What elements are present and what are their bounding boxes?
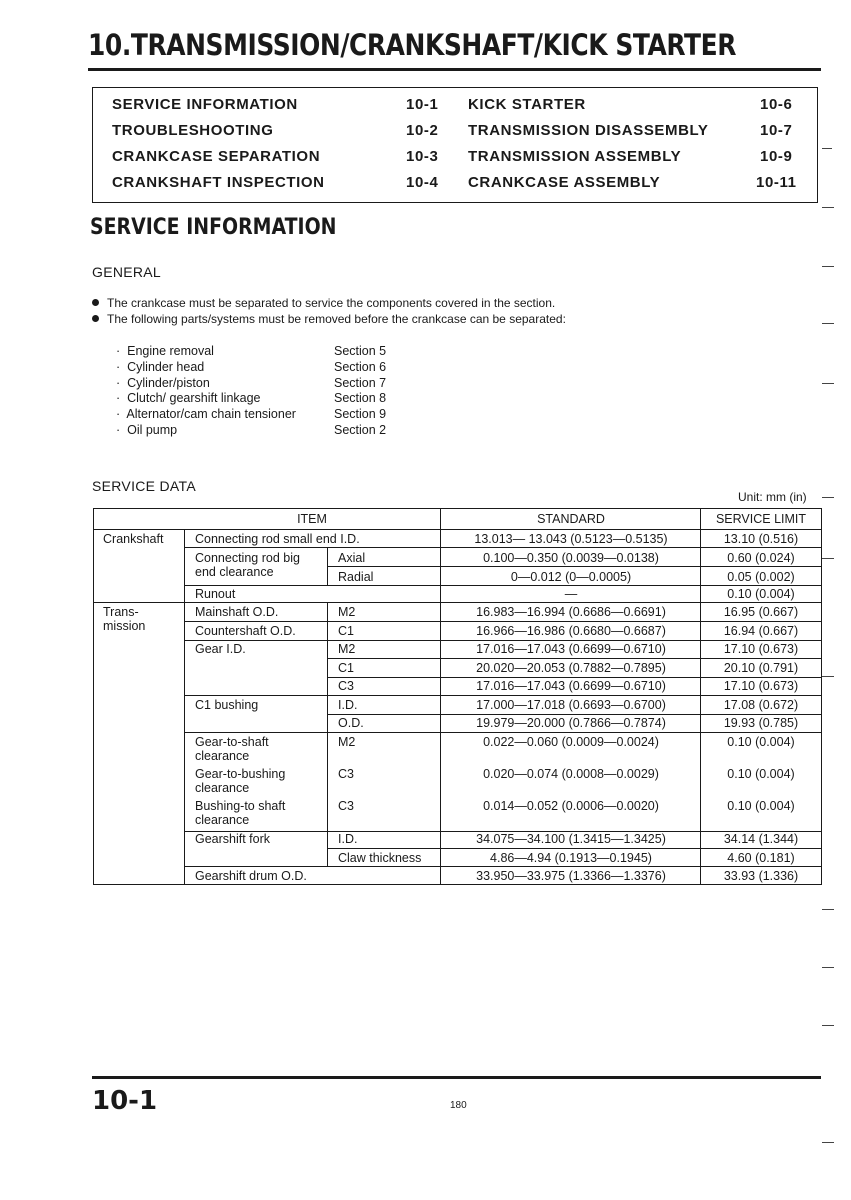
limit-value: 0.10 (0.004) (727, 767, 795, 781)
standard-value: 0.014—0.052 (0.0006—0.0020) (483, 799, 659, 813)
edge-mark (822, 383, 834, 384)
table-item: Connecting rod big (195, 551, 300, 565)
limit-value: 20.10 (0.791) (723, 661, 799, 675)
removal-section: Section 6 (334, 360, 387, 374)
removal-item: · Oil pump (116, 423, 178, 437)
table-rule (93, 602, 822, 603)
limit-value: 0.60 (0.024) (727, 551, 795, 565)
bullet-item (92, 312, 566, 326)
standard-value: 19.979—20.000 (0.7866—0.7874) (476, 716, 666, 730)
limit-value: 0.10 (0.004) (727, 587, 795, 601)
table-group: Crankshaft (103, 532, 164, 546)
removal-item: · Cylinder/piston (116, 376, 210, 390)
standard-value: 0.100—0.350 (0.0039—0.0138) (483, 551, 659, 565)
limit-value: 17.10 (0.673) (723, 679, 799, 693)
standard-value: 4.86—4.94 (0.1913—0.1945) (490, 851, 652, 865)
edge-mark (822, 497, 834, 498)
table-rule (327, 677, 822, 678)
toc-page: 10-2 (406, 122, 439, 139)
standard-value: 0.022—0.060 (0.0009—0.0024) (483, 735, 659, 749)
toc-entry[interactable]: CRANKCASE SEPARATION (112, 148, 321, 165)
section-heading: SERVICE INFORMATION (90, 215, 337, 240)
table-rule (327, 566, 822, 567)
table-rule (327, 602, 328, 866)
limit-value: 0.05 (0.002) (727, 570, 795, 584)
table-header-item: ITEM (297, 512, 327, 526)
edge-mark (822, 909, 834, 910)
standard-value: 17.000—17.018 (0.6693—0.6700) (476, 698, 666, 712)
toc-page: 10-3 (406, 148, 439, 165)
table-item: Countershaft O.D. (195, 624, 296, 638)
toc-entry[interactable]: CRANKSHAFT INSPECTION (112, 174, 325, 191)
standard-value: 13.013— 13.043 (0.5123—0.5135) (474, 532, 668, 546)
edge-mark (822, 1142, 834, 1143)
table-item: Mainshaft O.D. (195, 605, 279, 619)
limit-value: 19.93 (0.785) (723, 716, 799, 730)
edge-mark (822, 266, 834, 267)
limit-value: 16.95 (0.667) (723, 605, 799, 619)
toc-entry[interactable]: KICK STARTER (468, 96, 586, 113)
table-rule (93, 529, 822, 530)
page-index: 180 (450, 1100, 467, 1111)
removal-item: · Cylinder head (116, 360, 205, 374)
table-item: Bushing-to shaft (195, 799, 286, 813)
bullet-text: The crankcase must be separated to service the components covered in the section. (107, 296, 556, 310)
removal-item: · Alternator/cam chain tensioner (116, 407, 296, 421)
table-item: end clearance (195, 565, 274, 579)
table-sub: O.D. (338, 716, 364, 730)
table-item: Gearshift fork (195, 832, 271, 846)
table-header-limit: SERVICE LIMIT (715, 512, 807, 526)
toc-page: 10-7 (760, 122, 793, 139)
toc-entry[interactable]: TRANSMISSION DISASSEMBLY (468, 122, 709, 139)
toc-page: 10-9 (760, 148, 793, 165)
limit-value: 34.14 (1.344) (723, 832, 799, 846)
toc-entry[interactable]: CRANKCASE ASSEMBLY (468, 174, 661, 191)
standard-value: — (564, 587, 578, 601)
table-sub: C3 (338, 799, 354, 813)
table-sub: C1 (338, 661, 354, 675)
table-rule (184, 585, 822, 586)
standard-value: 34.075—34.100 (1.3415—1.3425) (476, 832, 666, 846)
table-sub: M2 (338, 642, 356, 656)
table-rule (327, 714, 822, 715)
edge-mark (822, 967, 834, 968)
table-group: mission (103, 619, 146, 633)
service-data-heading: SERVICE DATA (92, 478, 196, 494)
toc-page: 10-11 (756, 174, 797, 191)
page-title: 10.TRANSMISSION/CRANKSHAFT/KICK STARTER (88, 28, 737, 62)
table-sub: C3 (338, 679, 354, 693)
table-sub: Axial (338, 551, 366, 565)
limit-value: 16.94 (0.667) (723, 624, 799, 638)
removal-item: · Engine removal (116, 344, 214, 358)
unit-label: Unit: mm (in) (738, 490, 807, 504)
limit-value: 17.10 (0.673) (723, 642, 799, 656)
toc-entry[interactable]: TROUBLESHOOTING (112, 122, 274, 139)
standard-value: 16.983—16.994 (0.6686—0.6691) (476, 605, 666, 619)
table-item: Gear-to-shaft (195, 735, 269, 749)
table-rule (184, 695, 822, 696)
table-item: clearance (195, 813, 250, 827)
table-group: Trans- (103, 605, 139, 619)
removal-section: Section 7 (334, 376, 387, 390)
title-rule (88, 68, 821, 71)
table-rule (700, 508, 701, 885)
edge-mark (822, 676, 834, 677)
bullet-icon (92, 299, 99, 306)
limit-value: 17.08 (0.672) (723, 698, 799, 712)
table-sub: C3 (338, 767, 354, 781)
standard-value: 16.966—16.986 (0.6680—0.6687) (476, 624, 666, 638)
removal-section: Section 2 (334, 423, 387, 437)
table-sub: Radial (338, 570, 374, 584)
table-item: Gearshift drum O.D. (195, 869, 307, 883)
table-rule (327, 658, 822, 659)
edge-mark (822, 323, 834, 324)
table-item: Runout (195, 587, 236, 601)
table-rule (184, 866, 822, 867)
table-sub: C1 (338, 624, 354, 638)
standard-value: 0—0.012 (0—0.0005) (510, 570, 632, 584)
toc-page: 10-1 (406, 96, 439, 113)
toc-page: 10-4 (406, 174, 439, 191)
footer-rule (92, 1076, 821, 1079)
table-sub: M2 (338, 605, 356, 619)
page-number: 10-1 (92, 1086, 158, 1116)
table-item: clearance (195, 781, 250, 795)
table-item: clearance (195, 749, 250, 763)
table-sub: I.D. (338, 698, 358, 712)
bullet-icon (92, 315, 99, 322)
limit-value: 13.10 (0.516) (723, 532, 799, 546)
standard-value: 0.020—0.074 (0.0008—0.0029) (483, 767, 659, 781)
limit-value: 0.10 (0.004) (727, 735, 795, 749)
limit-value: 0.10 (0.004) (727, 799, 795, 813)
table-item: Gear I.D. (195, 642, 246, 656)
edge-mark (822, 558, 834, 559)
table-sub: Claw thickness (338, 851, 422, 865)
general-heading: GENERAL (92, 264, 162, 280)
table-rule (327, 547, 328, 585)
table-rule (184, 640, 822, 641)
toc-entry[interactable]: SERVICE INFORMATION (112, 96, 298, 113)
edge-mark (822, 1025, 834, 1026)
limit-value: 4.60 (0.181) (727, 851, 795, 865)
table-rule (184, 732, 822, 733)
standard-value: 17.016—17.043 (0.6699—0.6710) (476, 679, 666, 693)
table-header-standard: STANDARD (537, 512, 605, 526)
removal-section: Section 5 (334, 344, 387, 358)
bullet-text: The following parts/systems must be removed before the crankcase can be separated: (107, 312, 566, 326)
table-sub: M2 (338, 735, 356, 749)
table-rule (184, 529, 185, 885)
standard-value: 33.950—33.975 (1.3366—1.3376) (476, 869, 666, 883)
table-item: Connecting rod small end I.D. (195, 532, 360, 546)
table-rule (184, 547, 822, 548)
table-sub: I.D. (338, 832, 358, 846)
limit-value: 33.93 (1.336) (723, 869, 799, 883)
table-rule (184, 621, 822, 622)
edge-mark (822, 207, 834, 208)
removal-section: Section 8 (334, 391, 387, 405)
toc-entry[interactable]: TRANSMISSION ASSEMBLY (468, 148, 682, 165)
table-rule (440, 508, 441, 885)
table-rule (327, 848, 822, 849)
bullet-item (92, 296, 555, 310)
standard-value: 20.020—20.053 (0.7882—0.7895) (476, 661, 666, 675)
toc-page: 10-6 (760, 96, 793, 113)
table-item: C1 bushing (195, 698, 259, 712)
table-item: Gear-to-bushing (195, 767, 286, 781)
removal-section: Section 9 (334, 407, 387, 421)
table-rule (821, 508, 822, 885)
edge-mark (822, 148, 832, 149)
removal-item: · Clutch/ gearshift linkage (116, 391, 261, 405)
standard-value: 17.016—17.043 (0.6699—0.6710) (476, 642, 666, 656)
